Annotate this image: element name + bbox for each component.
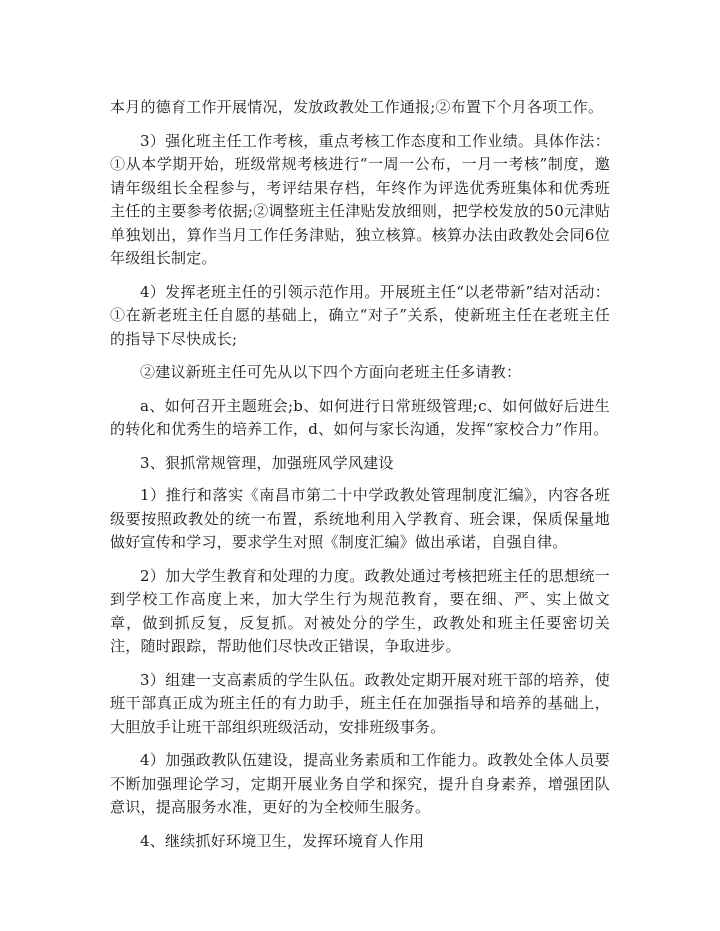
section-heading-environment: 4、继续抓好环境卫生，发挥环境育人作用	[140, 831, 425, 850]
document-body	[110, 96, 610, 862]
section-heading-routine-management: 3、狠抓常规管理，加强班风学风建设	[140, 453, 394, 472]
paragraph-continuation: 本月的德育工作开展情况，发放政教处工作通报;②布置下个月各项工作。	[110, 98, 604, 116]
paragraph-student-education: 2）加大学生教育和处理的力度。政教处通过考核把班主任的思想统一到学校工作高度上来，加大学生行为规范教育，要在细、严、实上做文章，做到抓反复，反复抓。对被处分的学生，政教处和班主任要密切关注，随时跟踪，帮助他们尽快改正错误，争取进步。	[110, 566, 610, 655]
paragraph-staff-building: 4）加强政教队伍建设，提高业务素质和工作能力。政教处全体人员要不断加强理论学习，定期开展业务自学和探究，提升自身素养，增强团队意识，提高服务水准，更好的为全校师生服务。	[110, 751, 610, 816]
paragraph-student-team: 3）组建一支高素质的学生队伍。政教处定期开展对班干部的培养，使班干部真正成为班主任的有力助手，班主任在加强指导和培养的基础上，大胆放手让班干部组织班级活动，安排班级事务。	[110, 670, 610, 736]
paragraph-class-teacher-assessment: 3）强化班主任工作考核，重点考核工作态度和工作业绩。具体作法：①从本学期开始，班级常规考核进行“一周一公布，一月一考核”制度，邀请年级组长全程参与，考评结果存档，年终作为评选优秀班集体和优秀班主任的主要参考依据;②调整班主任津贴发放细则，把学校发放的50元津贴单独划出，算作当月工作任务津贴，独立核算。核算办法由政教处会同6位年级组长制定。	[110, 131, 610, 267]
paragraph-four-aspects: a、如何召开主题班会;b、如何进行日常班级管理;c、如何做好后进生的转化和优秀生的培养工作，d、如何与家长沟通，发挥“家校合力”作用。	[110, 396, 610, 438]
paragraph-regulations: 1）推行和落实《南昌市第二十中学政教处管理制度汇编》，内容各班级要按照政教处的统一布置，系统地利用入学教育、班会课，保质保量地做好宣传和学习，要求学生对照《制度汇编》做出承诺，自强自律。	[110, 486, 610, 551]
paragraph-new-teacher-advice: ②建议新班主任可先从以下四个方面向老班主任多请教：	[140, 363, 522, 381]
paragraph-mentoring: 4）发挥老班主任的引领示范作用。开展班主任“以老带新”结对活动：①在新老班主任自愿的基础上，确立“对子”关系，使新班主任在老班主任的指导下尽快成长;	[110, 282, 610, 348]
